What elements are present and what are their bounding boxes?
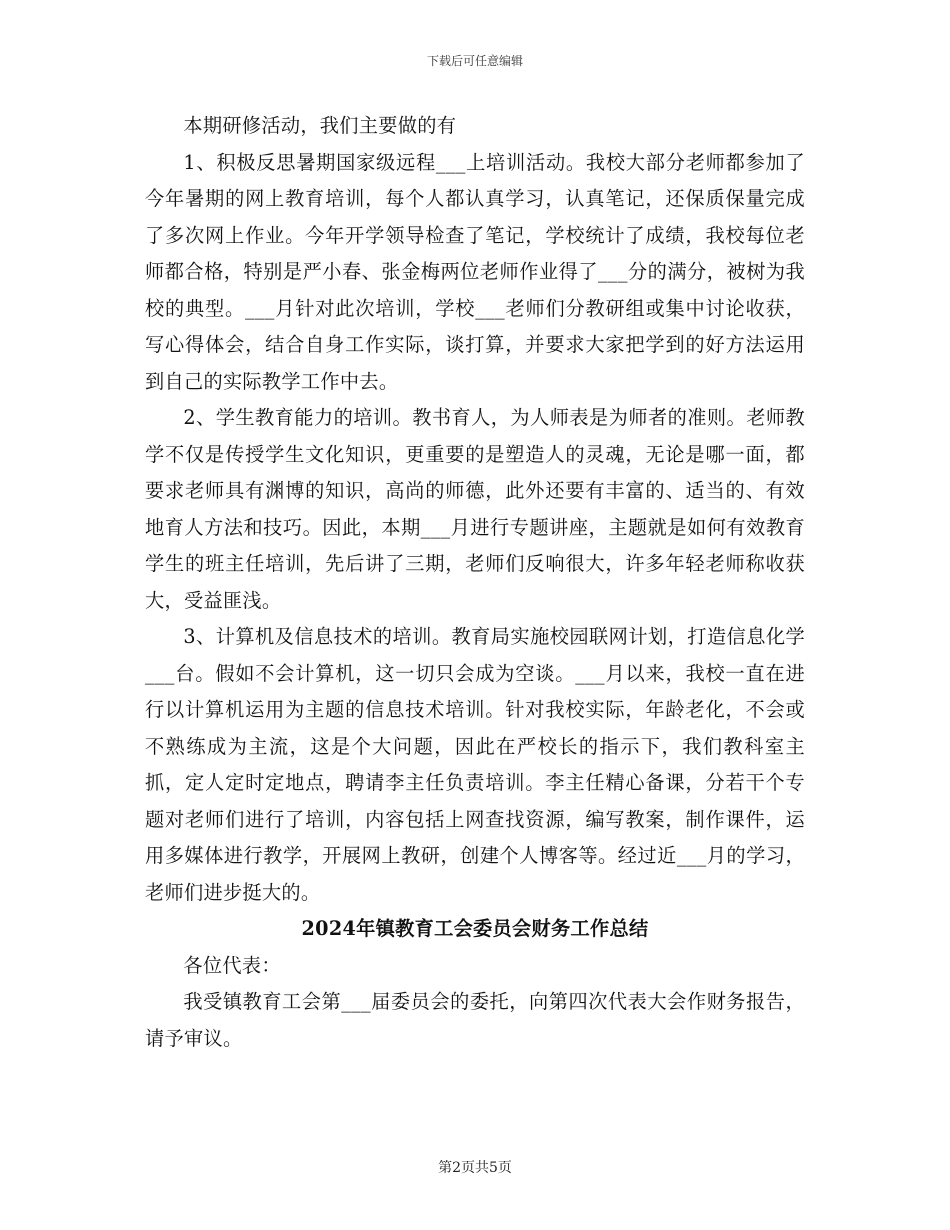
page-number: 第2页共5页 (438, 1160, 512, 1176)
intro-paragraph: 本期研修活动，我们主要做的有 (183, 114, 457, 137)
paragraph-item-1: 1、积极反思暑期国家级远程___上培训活动。我校大部分老师都参加了今年暑期的网上教育培训，每个人都认真学习，认真笔记，还保质保量完成了多次网上作业。今年开学领导检查了笔记，学校统计了成绩，我校每位老师都合格，特别是严小春、张金梅两位老师作业得了___分的满分，被树为我校的典型。___月针对此次培训，学校___老师们分教研组或集中讨论收获，写心得体会，结合自身工作实际，谈打算，并要求大家把学到的好方法运用到自己的实际教学工作中去。 (145, 150, 805, 393)
page-header: 下载后可任意编辑 (426, 54, 523, 68)
greeting-line: 各位代表： (183, 953, 281, 977)
section-title: 2024年镇教育工会委员会财务工作总结 (301, 917, 649, 940)
paragraph-item-3: 3、计算机及信息技术的培训。教育局实施校园联网计划，打造信息化学___台。假如不会计算机，这一切只会成为空谈。___月以来，我校一直在进行以计算机运用为主题的信息技术培训。针对我校实际，年龄老化，不会或不熟练成为主流，这是个大问题，因此在严校长的指示下，我们教科室主抓，定人定时定地点，聘请李主任负责培训。李主任精心备课，分若干个专题对老师们进行了培训，内容包括上网查找资源，编写教案，制作课件，运用多媒体进行教学，开展网上教研，创建个人博客等。经过近___月的学习，老师们进步挺大的。 (145, 625, 805, 904)
document-body (145, 108, 805, 1057)
closing-paragraph: 我受镇教育工会第___届委员会的委托，向第四次代表大会作财务报告，请予审议。 (145, 990, 805, 1050)
paragraph-item-2: 2、学生教育能力的培训。教书育人，为人师表是为师者的准则。老师教学不仅是传授学生文化知识，更重要的是塑造人的灵魂，无论是哪一面，都要求老师具有渊博的知识，高尚的师德，此外还要有丰富的、适当的、有效地育人方法和技巧。因此，本期___月进行专题讲座，主题就是如何有效教育学生的班主任培训，先后讲了三期，老师们反响很大，许多年轻老师称收获大，受益匪浅。 (145, 406, 805, 612)
